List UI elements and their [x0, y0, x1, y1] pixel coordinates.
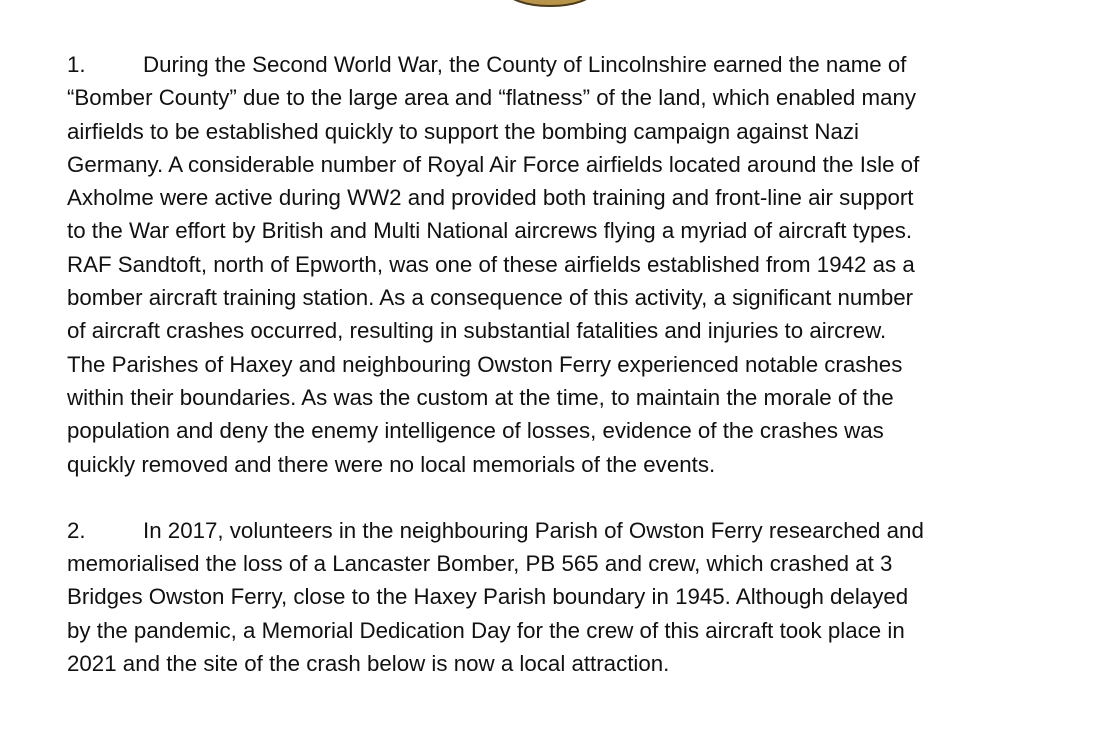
- line-text: In 2017, volunteers in the neighbouring Parish of Owston Ferry researched and: [143, 517, 924, 543]
- paragraph-line: by the pandemic, a Memorial Dedication Day for the crew of this aircraft took place in: [67, 617, 905, 643]
- paragraph-line: [67, 514, 1067, 547]
- paragraph-line: “Bomber County” due to the large area and “flatness” of the land, which enabled many: [67, 85, 917, 111]
- paragraph-line: RAF Sandtoft, north of Epworth, was one of these airfields established from 1942 as a: [67, 251, 915, 277]
- paragraph-line: within their boundaries. As was the custom at the time, to maintain the morale of the: [67, 384, 894, 410]
- paragraph-2: [67, 514, 1067, 680]
- paragraph-1: [67, 48, 1067, 481]
- paragraph-line: Axholme were active during WW2 and provided both training and front-line air support: [67, 185, 914, 211]
- paragraph-line: bomber aircraft training station. As a consequence of this activity, a significant number: [67, 285, 914, 311]
- paragraph-line: The Parishes of Haxey and neighbouring Owston Ferry experienced notable crashes: [67, 351, 903, 377]
- document-body: [67, 48, 1067, 680]
- paragraph-line: population and deny the enemy intelligence of losses, evidence of the crashes was: [67, 418, 884, 444]
- paragraph-line: [67, 48, 1067, 81]
- paragraph-line: of aircraft crashes occurred, resulting in substantial fatalities and injuries to aircrew.: [67, 318, 887, 344]
- paragraph-line: airfields to be established quickly to support the bombing campaign against Nazi: [67, 118, 859, 144]
- paragraph-line: 2021 and the site of the crash below is now a local attraction.: [67, 651, 670, 677]
- paragraph-number: 2.: [67, 517, 86, 543]
- paragraph-line: quickly removed and there were no local memorials of the events.: [67, 451, 716, 477]
- paragraph-line: Germany. A considerable number of Royal Air Force airfields located around the Isle of: [67, 151, 920, 177]
- paragraph-line: memorialised the loss of a Lancaster Bomber, PB 565 and crew, which crashed at 3: [67, 551, 893, 577]
- parish-crest-logo-graphic: [490, 0, 610, 8]
- line-text: During the Second World War, the County of Lincolnshire earned the name of: [143, 52, 907, 77]
- paragraph-line: to the War effort by British and Multi National aircrews flying a myriad of aircraft types.: [67, 218, 913, 244]
- paragraph-line: Bridges Owston Ferry, close to the Haxey Parish boundary in 1945. Although delayed: [67, 584, 909, 610]
- paragraph-number: 1.: [67, 52, 86, 77]
- parish-crest-logo: [490, 0, 610, 8]
